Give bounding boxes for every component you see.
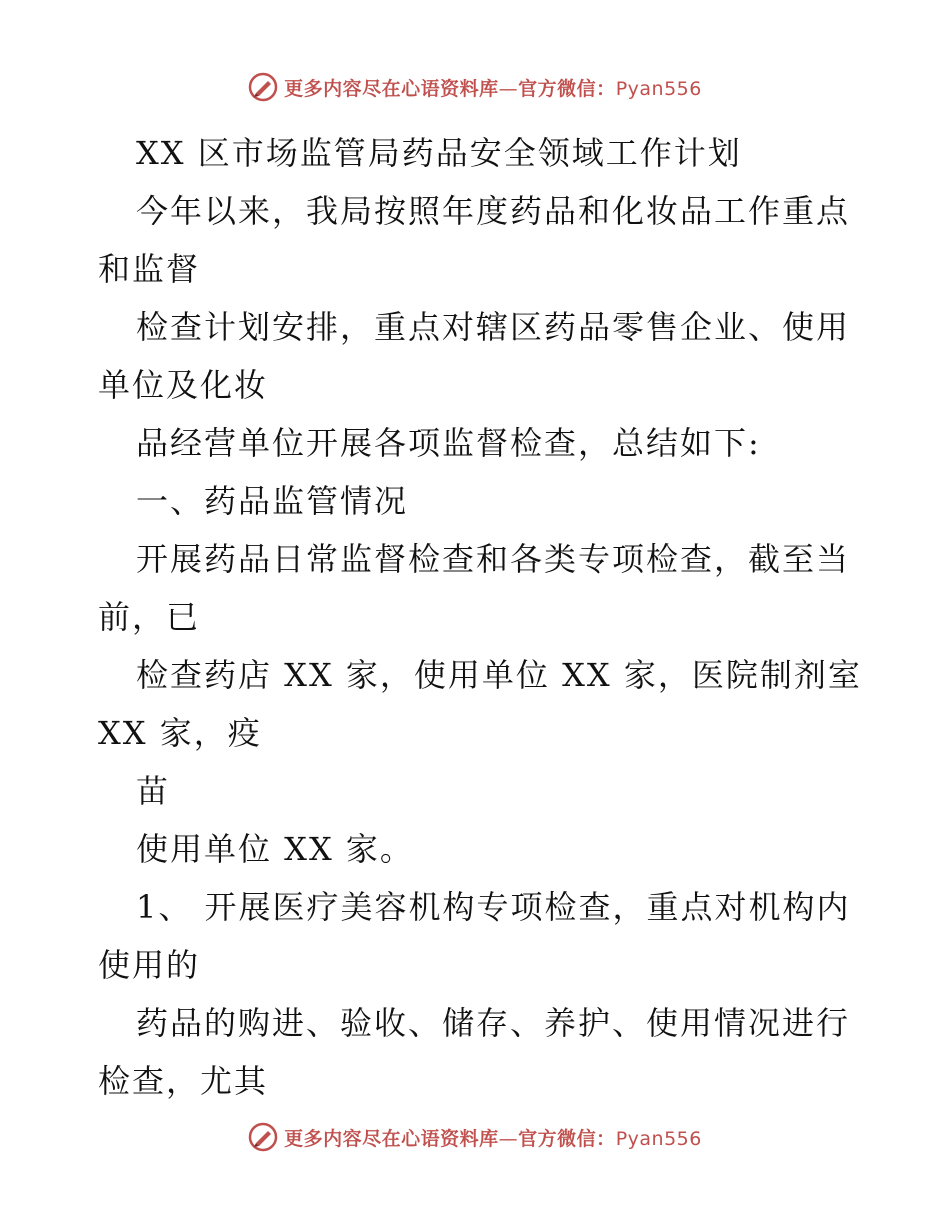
paragraph-line: 1、 开展医疗美容机构专项检查，重点对机构内 <box>136 888 851 926</box>
paragraph-line: 单位及化妆 <box>98 366 269 404</box>
document-body <box>98 124 862 1110</box>
watermark-text <box>284 74 702 101</box>
paragraph-line: 一、药品监管情况 <box>136 482 409 520</box>
watermark-handle: Pyan556 <box>615 77 702 100</box>
paragraph-line: 苗 <box>136 772 171 810</box>
paragraph-line: 使用的 <box>98 946 201 984</box>
paragraph-line: 检查，尤其 <box>98 1062 269 1100</box>
footer-watermark <box>0 1122 950 1152</box>
paragraph-line: 品经营单位开展各项监督检查，总结如下: <box>136 424 761 462</box>
watermark-text <box>284 1124 702 1151</box>
paragraph-line: 和监督 <box>98 250 201 288</box>
watermark-wechat-label: 官方微信： <box>518 1127 616 1150</box>
paragraph-line: 药品的购进、验收、储存、养护、使用情况进行 <box>136 1004 851 1042</box>
paragraph-line: XX 家，疫 <box>98 714 262 752</box>
paragraph-line: 开展药品日常监督检查和各类专项检查，截至当 <box>136 540 851 578</box>
watermark-dash: — <box>498 1127 519 1150</box>
watermark-dash: — <box>498 77 519 100</box>
header-watermark <box>0 72 950 102</box>
watermark-site: 更多内容尽在心语资料库 <box>284 77 499 100</box>
watermark-wechat-label: 官方微信： <box>518 77 616 100</box>
pen-logo-icon <box>248 72 278 102</box>
paragraph-line: 前，已 <box>98 598 201 636</box>
document-title: XX 区市场监管局药品安全领域工作计划 <box>136 134 742 172</box>
paragraph-line: 使用单位 XX 家。 <box>136 830 414 868</box>
pen-logo-icon <box>248 1122 278 1152</box>
paragraph-line: 今年以来，我局按照年度药品和化妆品工作重点 <box>136 192 851 230</box>
paragraph-line: 检查计划安排，重点对辖区药品零售企业、使用 <box>136 308 851 346</box>
document-lines <box>98 182 862 1110</box>
watermark-site: 更多内容尽在心语资料库 <box>284 1127 499 1150</box>
watermark-handle: Pyan556 <box>615 1127 702 1150</box>
paragraph-line: 检查药店 XX 家，使用单位 XX 家，医院制剂室 <box>136 656 862 694</box>
